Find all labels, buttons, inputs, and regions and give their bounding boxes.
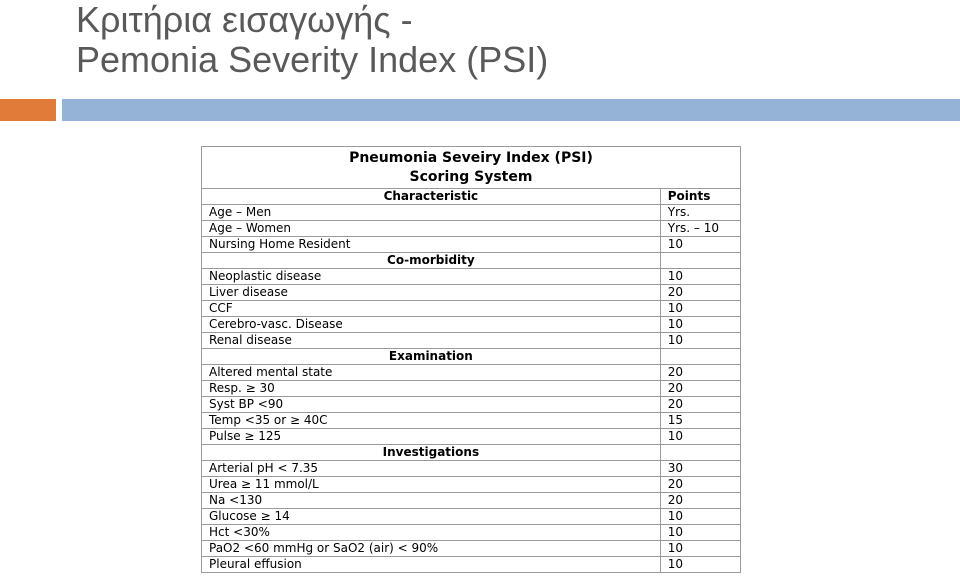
row-points: 20: [660, 477, 740, 493]
row-points: 20: [660, 381, 740, 397]
table-row: [202, 221, 741, 237]
row-characteristic: Pulse ≥ 125: [202, 429, 661, 445]
table-row: [202, 301, 741, 317]
table-header-row: [202, 189, 741, 205]
row-characteristic: Resp. ≥ 30: [202, 381, 661, 397]
row-characteristic: Renal disease: [202, 333, 661, 349]
row-characteristic: Age – Men: [202, 205, 661, 221]
row-characteristic: Altered mental state: [202, 365, 661, 381]
section-heading-points: [660, 445, 740, 461]
header-characteristic: Characteristic: [202, 189, 661, 205]
row-points: 10: [660, 333, 740, 349]
row-characteristic: Pleural effusion: [202, 557, 661, 573]
section-heading-row: [202, 445, 741, 461]
row-points: 20: [660, 493, 740, 509]
row-characteristic: Na <130: [202, 493, 661, 509]
row-points: 10: [660, 269, 740, 285]
psi-table-body: [202, 147, 741, 573]
table-row: [202, 397, 741, 413]
section-heading-row: [202, 253, 741, 269]
row-characteristic: Syst BP <90: [202, 397, 661, 413]
slide-title-line1: Κριτήρια εισαγωγής -: [76, 0, 413, 40]
table-row: [202, 429, 741, 445]
table-title-row: [202, 147, 741, 189]
section-heading-row: [202, 349, 741, 365]
table-title-line2: Scoring System: [409, 169, 533, 185]
row-points: 10: [660, 541, 740, 557]
section-heading-points: [660, 349, 740, 365]
row-points: 10: [660, 557, 740, 573]
table-row: [202, 317, 741, 333]
section-heading: Co-morbidity: [202, 253, 661, 269]
section-heading-points: [660, 253, 740, 269]
row-characteristic: Liver disease: [202, 285, 661, 301]
row-characteristic: Cerebro-vasc. Disease: [202, 317, 661, 333]
table-row: [202, 509, 741, 525]
row-characteristic: Arterial pH < 7.35: [202, 461, 661, 477]
table-title: [202, 147, 741, 189]
row-points: 10: [660, 317, 740, 333]
table-row: [202, 365, 741, 381]
row-points: 10: [660, 429, 740, 445]
section-heading: Examination: [202, 349, 661, 365]
row-characteristic: Glucose ≥ 14: [202, 509, 661, 525]
row-points: Yrs.: [660, 205, 740, 221]
slide-title-line2: Pemonia Severity Index (PSI): [76, 39, 549, 80]
row-characteristic: CCF: [202, 301, 661, 317]
slide-title: [76, 0, 548, 80]
table-row: [202, 413, 741, 429]
section-heading: Investigations: [202, 445, 661, 461]
table-row: [202, 541, 741, 557]
row-points: 10: [660, 525, 740, 541]
row-points: 10: [660, 509, 740, 525]
row-characteristic: Nursing Home Resident: [202, 237, 661, 253]
header-points: Points: [660, 189, 740, 205]
table-row: [202, 269, 741, 285]
table-row: [202, 461, 741, 477]
row-points: 10: [660, 237, 740, 253]
psi-scoring-table: [201, 146, 741, 573]
accent-bar-orange: [0, 99, 56, 121]
table-title-line1: Pneumonia Seveiry Index (PSI): [349, 150, 593, 166]
table-row: [202, 333, 741, 349]
table-row: [202, 205, 741, 221]
row-points: 15: [660, 413, 740, 429]
table-row: [202, 493, 741, 509]
table-row: [202, 557, 741, 573]
table-row: [202, 381, 741, 397]
row-characteristic: Urea ≥ 11 mmol/L: [202, 477, 661, 493]
row-characteristic: Temp <35 or ≥ 40C: [202, 413, 661, 429]
row-points: 20: [660, 365, 740, 381]
table-row: [202, 237, 741, 253]
row-characteristic: Neoplastic disease: [202, 269, 661, 285]
table-row: [202, 525, 741, 541]
row-points: 20: [660, 285, 740, 301]
row-points: 20: [660, 397, 740, 413]
table-row: [202, 285, 741, 301]
row-characteristic: PaO2 <60 mmHg or SaO2 (air) < 90%: [202, 541, 661, 557]
accent-bar-blue: [62, 99, 960, 121]
row-points: 30: [660, 461, 740, 477]
table-row: [202, 477, 741, 493]
row-points: 10: [660, 301, 740, 317]
row-characteristic: Hct <30%: [202, 525, 661, 541]
row-characteristic: Age – Women: [202, 221, 661, 237]
row-points: Yrs. – 10: [660, 221, 740, 237]
